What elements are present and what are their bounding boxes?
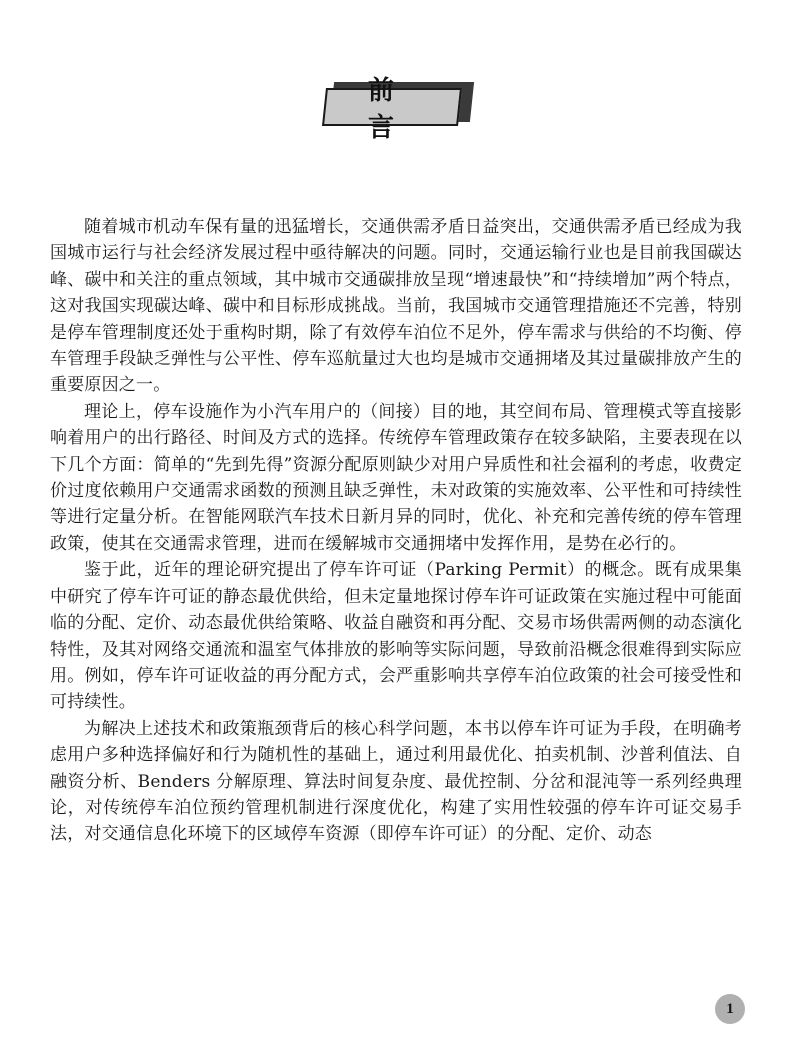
page-title: 前 言 [368, 76, 439, 143]
chapter-heading [316, 76, 476, 143]
paragraph-1: 随着城市机动车保有量的迅猛增长，交通供需矛盾日益突出，交通供需矛盾已经成为我国城市运行与社会经济发展过程中亟待解决的问题。同时，交通运输行业也是目前我国碳达峰、碳中和关注的重点领域，其中城市交通碳排放呈现“增速最快”和“持续增加”两个特点，这对我国实现碳达峰、碳中和目标形成挑战。当前，我国城市交通管理措施还不完善，特别是停车管理制度还处于重构时期，除了有效停车泊位不足外，停车需求与供给的不均衡、停车管理手段缺乏弹性与公平性、停车巡航量过大也均是城市交通拥堵及其过量碳排放产生的重要原因之一。 [50, 217, 742, 396]
paragraph-2: 理论上，停车设施作为小汽车用户的（间接）目的地，其空间布局、管理模式等直接影响着用户的出行路径、时间及方式的选择。传统停车管理政策存在较多缺陷，主要表现在以下几个方面：简单的“先到先得”资源分配原则缺少对用户异质性和社会福利的考虑，收费定价过度依赖用户交通需求函数的预测且缺乏弹性，未对政策的实施效率、公平性和可持续性等进行定量分析。在智能网联汽车技术日新月异的同时，优化、补充和完善传统的停车管理政策，使其在交通需求管理，进而在缓解城市交通拥堵中发挥作用，是势在必行的。 [50, 401, 742, 554]
body-text [50, 214, 742, 848]
page-number: 1 [715, 994, 745, 1024]
paragraph-3: 鉴于此，近年的理论研究提出了停车许可证（Parking Permit）的概念。既有成果集中研究了停车许可证的静态最优供给，但未定量地探讨停车许可证政策在实施过程中可能面临的分配、定价、动态最优供给策略、收益自融资和再分配、交易市场供需两侧的动态演化特性，及其对网络交通流和温室气体排放的影响等实际问题，导致前沿概念很难得到实际应用。例如，停车许可证收益的再分配方式，会严重影响共享停车泊位政策的社会可接受性和可持续性。 [50, 560, 742, 713]
paragraph-4: 为解决上述技术和政策瓶颈背后的核心科学问题，本书以停车许可证为手段，在明确考虑用户多种选择偏好和行为随机性的基础上，通过利用最优化、拍卖机制、沙普利值法、自融资分析、Benders 分解原理、算法时间复杂度、最优控制、分岔和混沌等一系列经典理论，对传统停车泊位预约管理机制进行深度优化，构建了实用性较强的停车许可证交易手法，对交通信息化环境下的区域停车资源（即停车许可证）的分配、定价、动态 [50, 718, 742, 845]
